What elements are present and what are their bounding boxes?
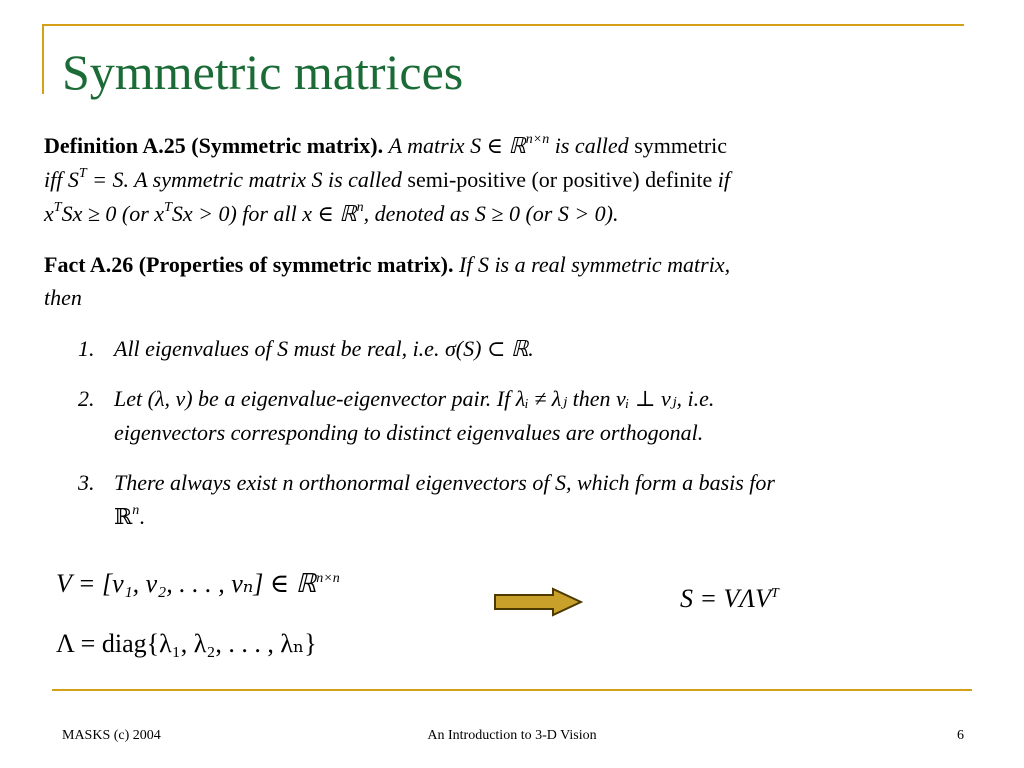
definition-text: Sx ≥ 0 (or x bbox=[61, 201, 165, 226]
footer-course-title: An Introduction to 3-D Vision bbox=[427, 728, 597, 743]
definition-superscript: T bbox=[78, 166, 87, 181]
definition-text: x bbox=[44, 201, 54, 226]
definition-text: = S. A symmetric matrix S is called bbox=[86, 167, 408, 192]
definition-text: iff S bbox=[44, 167, 79, 192]
property-text: All eigenvalues of S must be real, i.e. σ(S) ⊂ ℝ. bbox=[114, 336, 534, 361]
definition-text: if bbox=[712, 167, 731, 192]
definition-text: A matrix S ∈ ℝ bbox=[388, 133, 526, 158]
equation-superscript: n×n bbox=[316, 571, 340, 586]
property-text: ℝ bbox=[114, 504, 133, 529]
property-number: 2. bbox=[78, 386, 95, 411]
footer-copyright: MASKS (c) 2004 bbox=[62, 728, 161, 743]
property-item-2 bbox=[78, 382, 714, 416]
right-arrow-shape bbox=[495, 589, 581, 615]
definition-term: symmetric bbox=[634, 133, 728, 158]
title-frame-left-rule bbox=[42, 24, 44, 94]
right-arrow-icon bbox=[493, 587, 583, 617]
decomposition-equation bbox=[680, 581, 779, 617]
property-item-2-continuation: eigenvectors corresponding to distinct eigenvalues are orthogonal. bbox=[114, 420, 704, 445]
title-frame-top-rule bbox=[42, 24, 964, 26]
fact-line-1 bbox=[44, 248, 730, 282]
equation-text: S = VΛV bbox=[680, 584, 772, 613]
definition-text: Sx > 0) for all x ∈ ℝ bbox=[171, 201, 357, 226]
definition-superscript: T bbox=[53, 200, 62, 215]
definition-line-2 bbox=[44, 163, 730, 197]
equation-superscript: T bbox=[771, 586, 779, 601]
property-text: . bbox=[139, 504, 145, 529]
equation-text: V = [v₁, v₂, . . . , vₙ] ∈ ℝ bbox=[56, 569, 317, 598]
definition-line-1 bbox=[44, 129, 727, 163]
definition-term: semi-positive (or positive) definite bbox=[407, 167, 713, 192]
property-item-1 bbox=[78, 332, 534, 366]
footer-divider bbox=[52, 689, 972, 691]
property-superscript: n bbox=[132, 503, 140, 518]
definition-superscript: n×n bbox=[525, 132, 550, 147]
property-number: 3. bbox=[78, 470, 95, 495]
definition-superscript: n bbox=[356, 200, 364, 215]
definition-text: is called bbox=[549, 133, 635, 158]
fact-heading: Fact A.26 (Properties of symmetric matrix). bbox=[44, 252, 454, 277]
definition-text: , denoted as S ≥ 0 (or S > 0). bbox=[363, 201, 619, 226]
property-text: There always exist n orthonormal eigenvectors of S, which form a basis for bbox=[114, 470, 775, 495]
definition-heading: Definition A.25 (Symmetric matrix). bbox=[44, 133, 384, 158]
definition-superscript: T bbox=[164, 200, 172, 215]
eigenvector-matrix-equation bbox=[56, 566, 340, 602]
property-text: Let (λ, v) be a eigenvalue-eigenvector pair. If λᵢ ≠ λⱼ then vᵢ ⊥ vⱼ, i.e. bbox=[114, 386, 715, 411]
slide-title: Symmetric matrices bbox=[62, 44, 464, 100]
property-item-3 bbox=[78, 466, 775, 500]
slide-number: 6 bbox=[957, 728, 964, 743]
eigenvalue-matrix-equation: Λ = diag{λ₁, λ₂, . . . , λₙ} bbox=[56, 629, 317, 658]
property-item-3-continuation bbox=[114, 500, 145, 534]
fact-text: If S is a real symmetric matrix, bbox=[459, 252, 731, 277]
fact-line-2: then bbox=[44, 285, 82, 310]
property-number: 1. bbox=[78, 336, 95, 361]
definition-line-3 bbox=[44, 197, 619, 231]
